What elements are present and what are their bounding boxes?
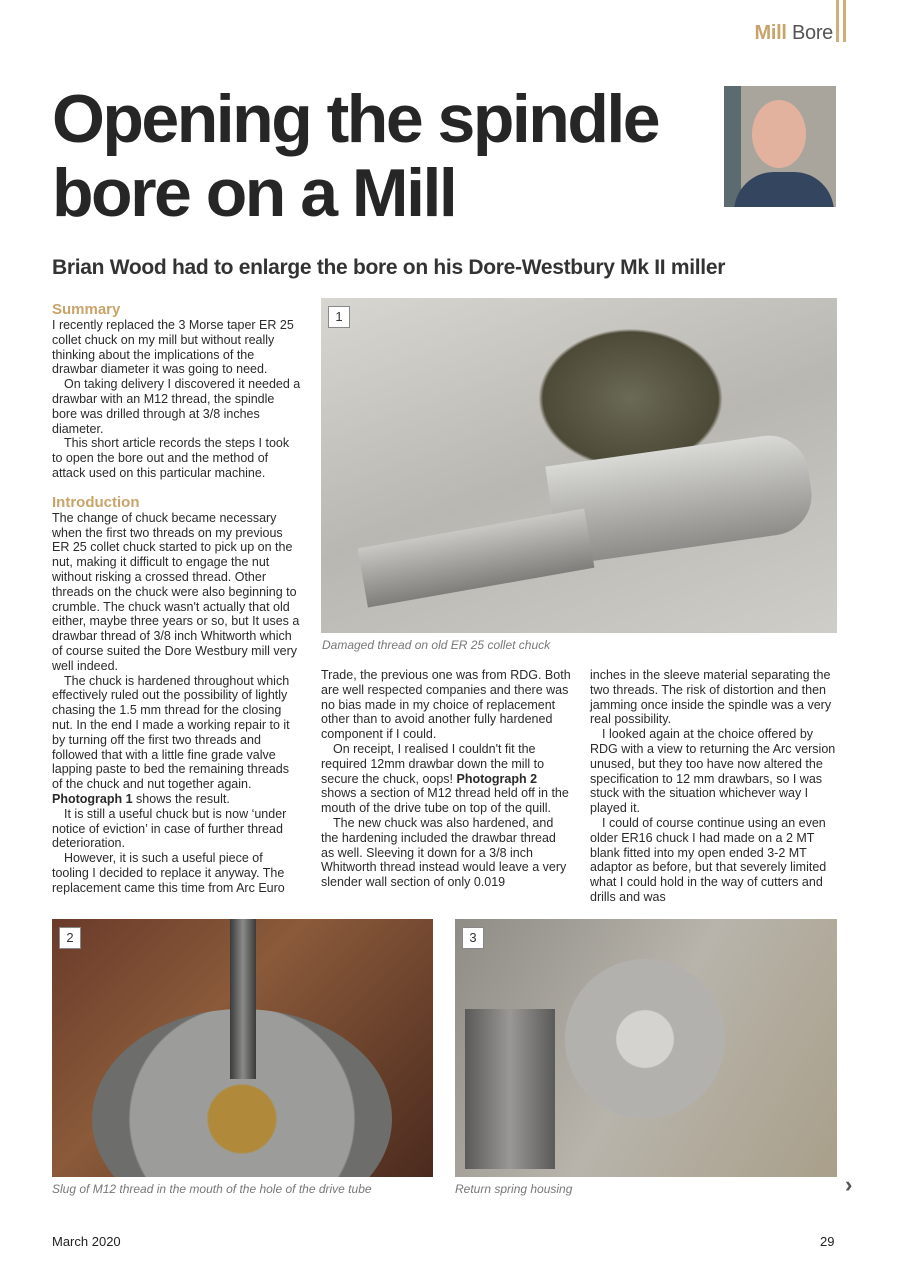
photo-caption: Slug of M12 thread in the mouth of the hole of the drive tube [52,1182,372,1196]
summary-heading: Summary [52,301,121,318]
chevron-right-icon[interactable]: › [845,1172,853,1197]
section-tag-bold: Mill [754,22,787,44]
section-tag-light: Bore [791,22,833,44]
body-paragraph: It is still a useful chuck but is now ‘under notice of eviction’ in case of further thread deterioration. [52,806,287,851]
photo-3 [455,919,837,1177]
column-1 [52,301,302,895]
body-paragraph: The chuck is hardened throughout which effectively ruled out the possibility of lightly chasing the 1.5 mm thread for the closing nut. In the end I made a working repair to it by turning off the first two threads and followed that with a little fine grade valve lapping paste to bed the remaining threads of the chuck and nut together again. Photograph 1 shows the result. [52,673,290,806]
article-subtitle: Brian Wood had to enlarge the bore on his Dore-Westbury Mk II miller [52,256,726,279]
body-paragraph: I could of course continue using an even older ER16 chuck I had made on a 2 MT blank fitted into my open ended 3-2 MT adaptor as before, but that severely limited what I could hold in the way of cutters and drills and was [590,815,827,904]
photo-caption: Damaged thread on old ER 25 collet chuck [322,638,551,652]
issue-date: March 2020 [52,1234,121,1249]
photo-number: 1 [328,306,350,328]
body-paragraph: The change of chuck became necessary when the first two threads on my previous ER 25 collet chuck started to pick up on the nut, making it difficult to engage the nut without risking a crossed thread. Other threads on the chuck were also beginning to crumble. The chuck wasn't actually that old either, maybe three years or so, but It uses a drawbar thread of 3/8 inch Whitworth which of course suited the Dore Westbury mill very well indeed. [52,510,300,673]
column-2 [321,668,571,890]
summary-paragraph: This short article records the steps I took to open the bore out and the method of attack used on this particular machine. [52,436,290,480]
photo-2 [52,919,433,1177]
body-paragraph: Trade, the previous one was from RDG. Both are well respected companies and there was no bias made in my choice of replacement other than to avoid another fully hardened component if I could. [321,668,571,742]
section-tag [755,22,833,45]
summary-paragraph: On taking delivery I discovered it needed a drawbar with an M12 thread, the spindle bore was drilled through at 3/8 inches diameter. [52,377,301,436]
photo-1 [321,298,837,633]
introduction-heading: Introduction [52,493,140,511]
photo-number: 3 [462,927,484,949]
column-3 [590,668,840,905]
photo-caption: Return spring housing [455,1182,573,1196]
photo-number: 2 [59,927,81,949]
body-paragraph: On receipt, I realised I couldn't fit the required 12mm drawbar down the mill to secure the chuck, oops! Photograph 2 shows a section of M12 thread held off in the mouth of the drive tube on top of the quill. [321,741,569,816]
body-paragraph: inches in the sleeve material separating the two threads. The risk of distortion and then jamming once inside the spindle was a very real possibility. [590,668,832,727]
page-number: 29 [820,1234,835,1249]
body-paragraph: I looked again at the choice offered by RDG with a view to returning the Arc version unused, but they too have now altered the specification to 12 mm drawbars, so I was stuck with the situation whichever way I played it. [590,727,836,816]
decorative-bars [836,0,848,42]
summary-paragraph: I recently replaced the 3 Morse taper ER 25 collet chuck on my mill but without really thinking about the implications of the drawbar diameter it was going to need. [52,318,294,377]
body-paragraph: However, it is such a useful piece of tooling I decided to replace it anyway. The replacement came this time from Arc Euro [52,851,285,895]
article-title: Opening the spindle bore on a Mill [52,81,659,231]
body-paragraph: The new chuck was also hardened, and the hardening included the drawbar thread as well. Sleeving it down for a 3/8 inch Whitworth thread instead would leave a very slender wall section of only 0.019 [321,815,567,890]
author-portrait [724,86,836,207]
